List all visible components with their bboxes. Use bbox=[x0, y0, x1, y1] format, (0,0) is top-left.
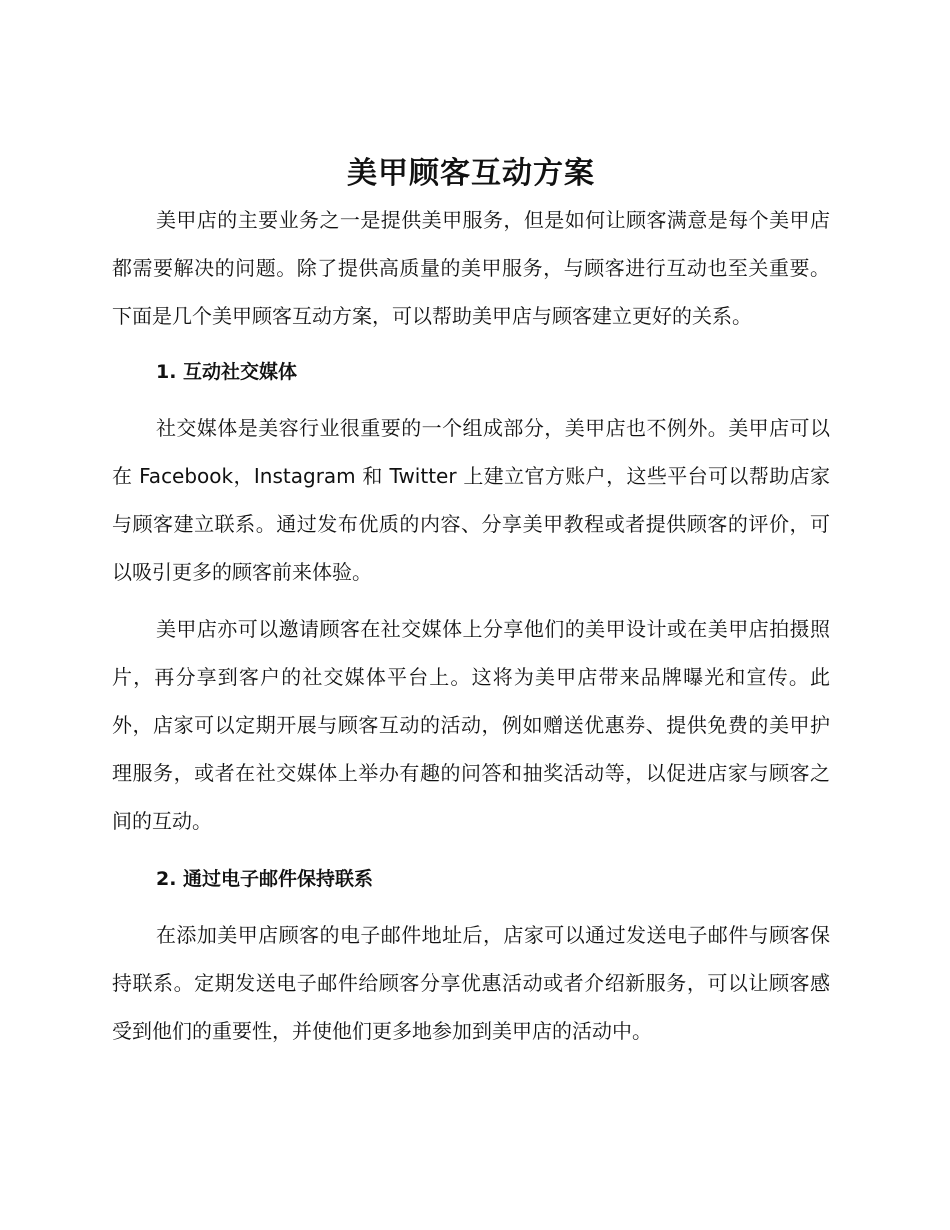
document-title: 美甲顾客互动方案 bbox=[347, 156, 595, 191]
section-heading-social-media: 1. 互动社交媒体 bbox=[156, 361, 298, 383]
section-heading-email: 2. 通过电子邮件保持联系 bbox=[156, 868, 374, 890]
paragraph-spacer bbox=[112, 596, 830, 605]
document-page bbox=[112, 148, 830, 1055]
section-1-paragraph-1: 社交媒体是美容行业很重要的一个组成部分，美甲店也不例外。美甲店可以在 Facebook，Instagram 和 Twitter 上建立官方账户，这些平台可以帮助店家与顾客建立联系。通过发布优质的内容、分享美甲教程或者提供顾客的评价，可以吸引更多的顾客前来体验。 bbox=[112, 416, 830, 584]
section-2-paragraph-1: 在添加美甲店顾客的电子邮件地址后，店家可以通过发送电子邮件与顾客保持联系。定期发送电子邮件给顾客分享优惠活动或者介绍新服务，可以让顾客感受到他们的重要性，并使他们更多地参加到美甲店的活动中。 bbox=[112, 923, 830, 1043]
intro-paragraph: 美甲店的主要业务之一是提供美甲服务，但是如何让顾客满意是每个美甲店都需要解决的问题。除了提供高质量的美甲服务，与顾客进行互动也至关重要。下面是几个美甲顾客互动方案，可以帮助美甲店与顾客建立更好的关系。 bbox=[112, 208, 830, 328]
section-1-paragraph-2: 美甲店亦可以邀请顾客在社交媒体上分享他们的美甲设计或在美甲店拍摄照片，再分享到客户的社交媒体平台上。这将为美甲店带来品牌曝光和宣传。此外，店家可以定期开展与顾客互动的活动，例如赠送优惠券、提供免费的美甲护理服务，或者在社交媒体上举办有趣的问答和抽奖活动等，以促进店家与顾客之间的互动。 bbox=[112, 617, 830, 833]
